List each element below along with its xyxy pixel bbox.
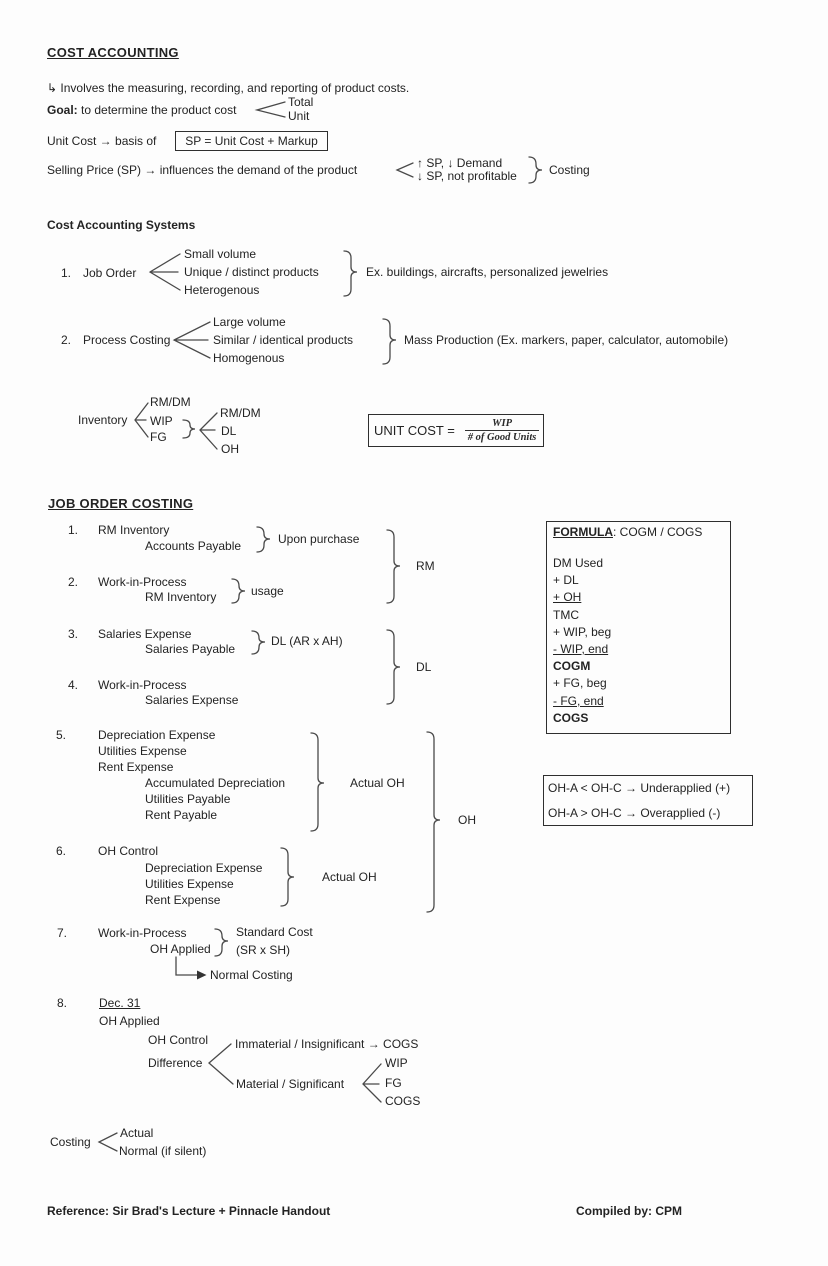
formula-row: + OH [553,590,582,605]
entry-5-num: 5. [56,728,67,742]
entry-6-num: 6. [56,844,67,858]
sp-formula-text: SP = Unit Cost + Markup [185,134,318,148]
entry-4-debit: Work-in-Process [98,678,187,692]
entry-1-note: Upon purchase [278,532,360,546]
right-brace [257,527,270,552]
entry-8-num: 8. [57,996,68,1010]
right-brace [383,319,396,364]
right-brace [387,530,400,603]
corner-arrow-head [197,971,207,980]
entry-5-note: Actual OH [350,776,405,790]
system-2-name: Process Costing [83,333,171,347]
entry-7-num: 7. [57,926,68,940]
branch-fork [150,254,180,290]
right-brace [427,732,440,912]
right-brace [215,929,228,956]
formula-row: + WIP, beg [553,624,612,639]
costing-branch: Normal (if silent) [119,1144,207,1158]
branch-fork [363,1064,381,1102]
branch-fork [174,322,210,358]
entry-8-line-3: Difference [148,1056,203,1070]
cogm-cogs-formula-box [546,521,731,734]
right-brace [232,579,245,603]
inventory-l2: DL [221,424,237,438]
inventory-l1: WIP [150,414,173,428]
entry-2-num: 2. [68,575,79,589]
entry-1-credit: Accounts Payable [145,539,242,553]
entry-5-credit: Utilities Payable [145,792,231,806]
unit-cost-lhs: UNIT COST = [374,423,455,438]
sp-formula-box [175,131,328,151]
system-2-branch: Large volume [213,315,286,329]
entry-6-credit: Rent Expense [145,893,221,907]
corner-arrow-line [176,957,197,975]
entry-1-debit: RM Inventory [98,523,170,537]
unit-cost-formula-box [368,414,544,447]
entry-7-debit: Work-in-Process [98,926,187,940]
system-2-branch: Homogenous [213,351,285,365]
system-1-num: 1. [61,266,72,280]
entry-1-num: 1. [68,523,79,537]
entry-5-debit: Rent Expense [98,760,174,774]
system-2-branch: Similar / identical products [213,333,354,347]
inventory-l1: FG [150,430,167,444]
entry-8-sub: WIP [385,1056,408,1070]
entry-8-option-material: Material / Significant [236,1077,345,1091]
entry-8-line-1: OH Applied [99,1014,160,1028]
system-1-branch: Unique / distinct products [184,265,319,279]
entry-8-option-immaterial: Immaterial / Insignificant → COGS [235,1037,419,1051]
system-1-example: Ex. buildings, aircrafts, personalized jewelries [366,265,609,279]
branch-fork [257,102,285,117]
right-brace [183,420,195,438]
entry-6-credit: Utilities Expense [145,877,234,891]
unit-cost-line: Unit Cost → basis of [47,134,157,148]
inventory-l2: OH [221,442,239,456]
entry-7-credit: OH Applied [150,942,211,956]
underapplied-rule: OH-A < OH-C → Underapplied (+) [548,781,731,795]
entry-6-debit: OH Control [98,844,159,858]
unit-cost-fraction [465,418,540,443]
entry-8-line-2: OH Control [148,1033,209,1047]
goal-label: Goal: [47,103,78,117]
right-brace [387,630,400,704]
right-brace [529,157,542,183]
entry-3-note: DL (AR x AH) [271,634,343,648]
inventory-l1: RM/DM [150,395,191,409]
inventory-l2: RM/DM [220,406,261,420]
entry-3-debit: Salaries Expense [98,627,192,641]
entry-2-credit: RM Inventory [145,590,217,604]
goal-branch-unit: Unit [288,109,310,123]
entry-8-date: Dec. 31 [99,996,141,1010]
branch-fork [397,163,413,177]
selling-price-line: Selling Price (SP) → influences the demand of the product [47,163,358,177]
selling-bracket-label: Costing [549,163,590,177]
system-2-num: 2. [61,333,72,347]
system-2-example: Mass Production (Ex. markers, paper, calculator, automobile) [404,333,729,347]
system-1-name: Job Order [83,266,137,280]
entry-5-debit: Depreciation Expense [98,728,216,742]
formula-row: COGM [553,659,591,674]
entry-8-sub: FG [385,1076,402,1090]
overapplied-rule: OH-A > OH-C → Overapplied (-) [548,806,721,820]
formula-row: + DL [553,573,579,588]
entry-5-credit: Accumulated Depreciation [145,776,286,790]
fraction-numerator: WIP [492,418,512,429]
goal-text: to determine the product cost [77,103,237,117]
goal-branch-total: Total [288,95,314,109]
job-order-heading: JOB ORDER COSTING [48,496,194,511]
branch-fork [99,1133,117,1151]
formula-row: - WIP, end [553,642,609,657]
dl-bracket-label: DL [416,660,432,674]
entry-8-sub: COGS [385,1094,421,1108]
selling-branch-down: ↓ SP, not profitable [417,169,517,183]
systems-heading: Cost Accounting Systems [47,218,196,232]
inventory-label: Inventory [78,413,128,427]
right-brace [281,848,294,906]
selling-branch-up: ↑ SP, ↓ Demand [417,156,503,170]
entry-7-note-2: (SR x SH) [236,943,290,957]
system-1-branch: Small volume [184,247,257,261]
entry-6-credit: Depreciation Expense [145,861,263,875]
system-1-branch: Heterogenous [184,283,260,297]
footer-reference: Reference: Sir Brad's Lecture + Pinnacle Handout [47,1204,331,1218]
entry-3-credit: Salaries Payable [145,642,236,656]
right-brace [344,251,357,296]
page-title: COST ACCOUNTING [47,45,179,60]
formula-row: DM Used [553,556,604,570]
costing-branch: Actual [120,1126,154,1140]
entry-7-arrow-label: Normal Costing [210,968,293,982]
branch-fork [209,1044,233,1084]
fraction-denominator: # of Good Units [465,430,540,443]
goal-line [47,104,236,117]
right-brace [252,631,265,654]
formula-row: COGS [553,710,589,725]
intro-line: ↳ Involves the measuring, recording, and reporting of product costs. [47,81,410,95]
entry-7-note-1: Standard Cost [236,925,313,939]
oh-bracket-label: OH [458,813,476,827]
oh-applied-rules-box [543,775,753,826]
rm-bracket-label: RM [416,559,435,573]
entry-6-note: Actual OH [322,870,377,884]
entry-3-num: 3. [68,627,79,641]
entry-4-credit: Salaries Expense [145,693,239,707]
entry-2-debit: Work-in-Process [98,575,187,589]
entry-4-num: 4. [68,678,79,692]
entry-5-credit: Rent Payable [145,808,218,822]
footer-compiled-by: Compiled by: CPM [576,1204,683,1218]
right-brace [311,733,324,831]
formula-row: - FG, end [553,693,604,708]
formula-row: TMC [553,607,579,622]
formula-row: + FG, beg [553,676,607,691]
entry-2-note: usage [251,584,284,598]
branch-fork [200,413,217,449]
costing-label: Costing [50,1135,91,1149]
branch-fork [135,403,148,437]
formula-box-title: FORMULA: COGM / COGS [553,525,703,539]
entry-5-debit: Utilities Expense [98,744,187,758]
